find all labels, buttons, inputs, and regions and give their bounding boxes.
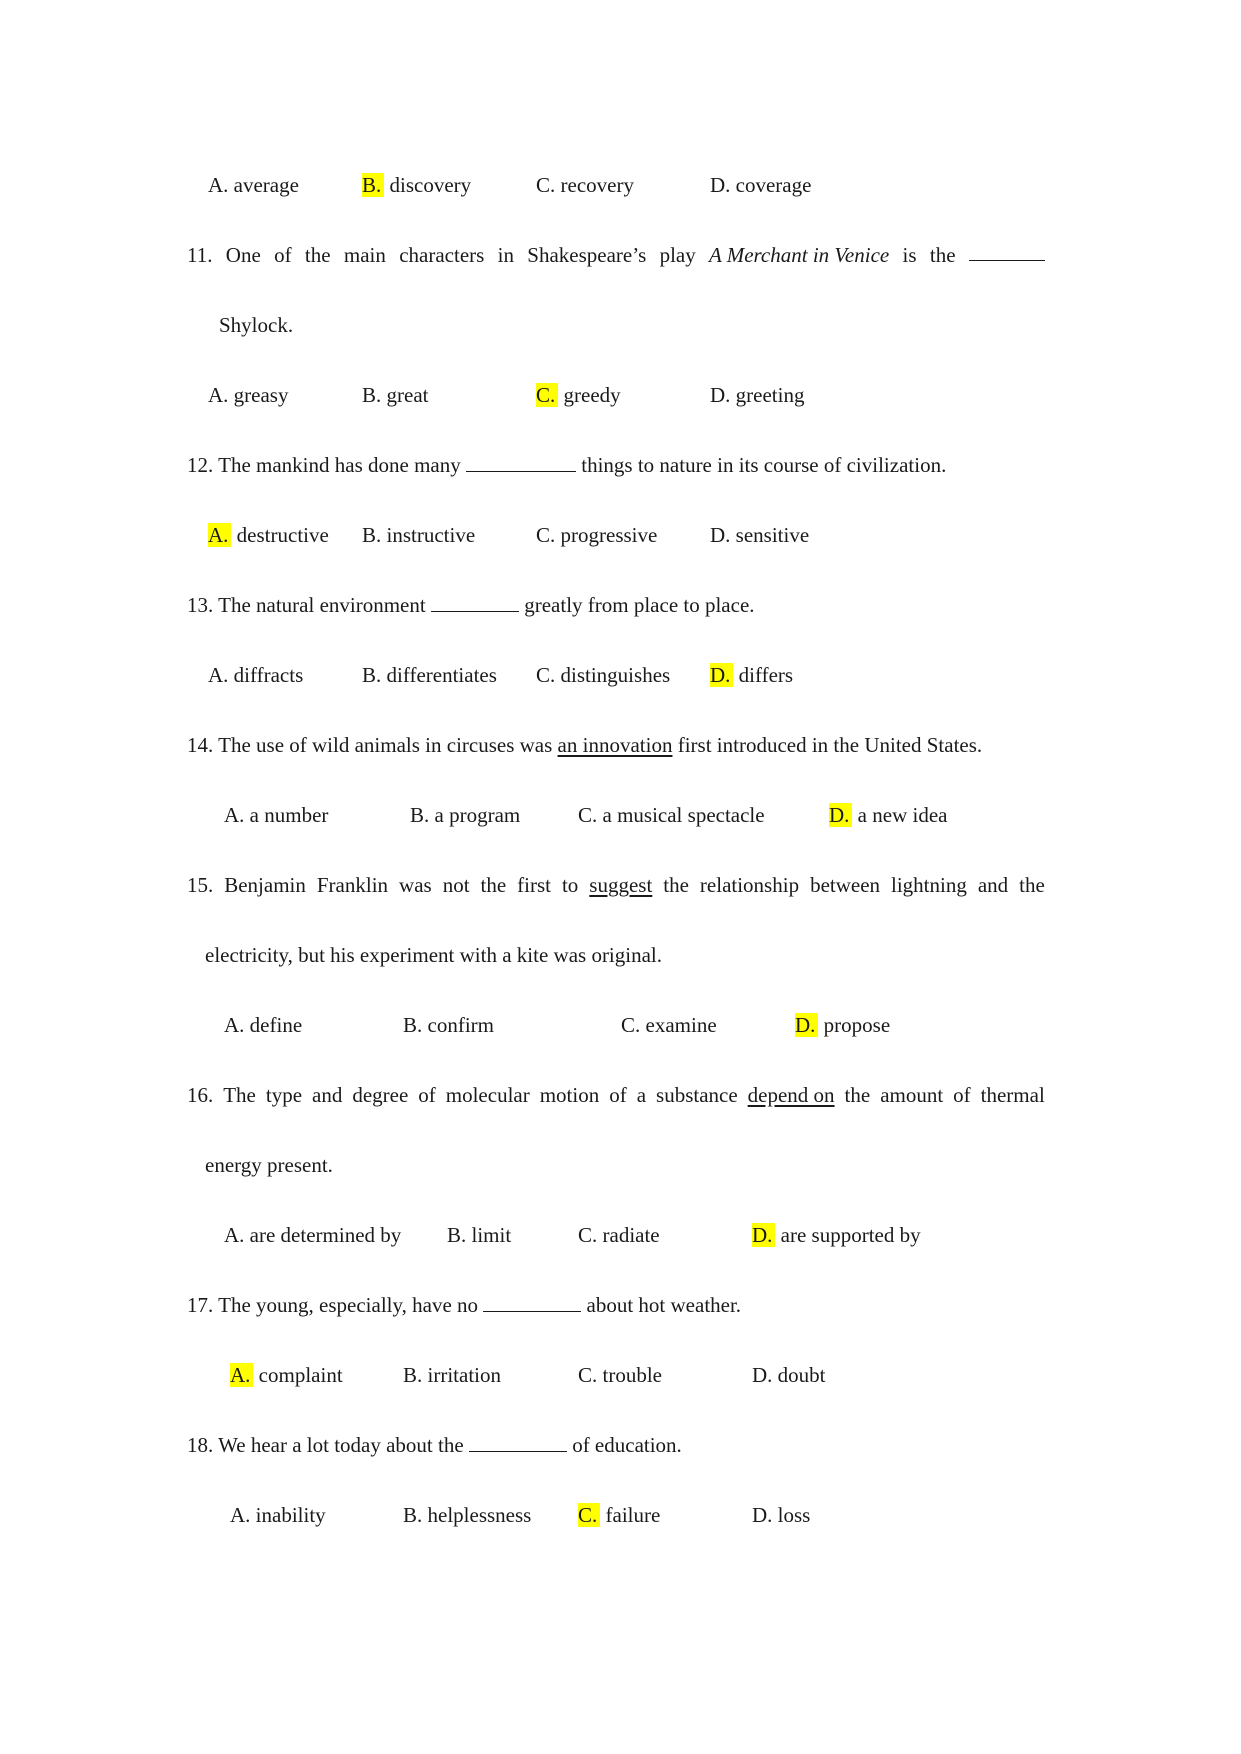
- answer-highlight: A.: [208, 523, 231, 547]
- option-b: B. limit: [447, 1223, 512, 1247]
- answer-highlight: C.: [578, 1503, 600, 1527]
- option-a: A. a number: [224, 803, 329, 827]
- option-a: A. greasy: [208, 383, 289, 407]
- answer-highlight: D.: [710, 663, 733, 687]
- option-c: C. recovery: [536, 173, 634, 197]
- question-12: 12. The mankind has done many things to nature in its course of civilization.: [187, 453, 947, 477]
- question-13: 13. The natural environment greatly from place to place.: [187, 593, 755, 617]
- option-a: A. average: [208, 173, 299, 197]
- question-18: 18. We hear a lot today about the of education.: [187, 1433, 682, 1457]
- option-a: A. diffracts: [208, 663, 304, 687]
- answer-highlight: A.: [230, 1363, 253, 1387]
- option-c-correct: C. failure: [578, 1503, 661, 1527]
- option-a: A. define: [224, 1013, 303, 1037]
- option-b: B. helplessness: [403, 1503, 532, 1527]
- option-d-correct: D. a new idea: [829, 803, 948, 827]
- answer-highlight: D.: [829, 803, 852, 827]
- option-d: D. doubt: [752, 1363, 826, 1387]
- answer-blank: [969, 242, 1045, 261]
- answer-highlight: D.: [752, 1223, 775, 1247]
- option-a-correct: A. destructive: [208, 523, 329, 547]
- option-c: C. distinguishes: [536, 663, 671, 687]
- option-b: B. differentiates: [362, 663, 497, 687]
- underlined-term: depend on: [747, 1083, 835, 1107]
- option-d-correct: D. differs: [710, 663, 794, 687]
- answer-highlight: C.: [536, 383, 558, 407]
- question-11-continuation: Shylock.: [219, 313, 294, 337]
- play-title: A Merchant in Venice: [709, 243, 890, 267]
- underlined-term: suggest: [589, 873, 653, 897]
- answer-blank: [466, 453, 576, 472]
- option-b: B. instructive: [362, 523, 476, 547]
- option-b-correct: B. discovery: [362, 173, 472, 197]
- option-b: B. great: [362, 383, 429, 407]
- option-d-correct: D. are supported by: [752, 1223, 921, 1247]
- option-a-correct: A. complaint: [230, 1363, 343, 1387]
- option-c: C. examine: [621, 1013, 717, 1037]
- option-a: A. inability: [230, 1503, 326, 1527]
- option-d: D. loss: [752, 1503, 811, 1527]
- option-c: C. a musical spectacle: [578, 803, 765, 827]
- answer-blank: [431, 593, 519, 612]
- answer-blank: [483, 1293, 581, 1312]
- option-d: D. coverage: [710, 173, 812, 197]
- option-c: C. progressive: [536, 523, 658, 547]
- answer-highlight: B.: [362, 173, 384, 197]
- answer-blank: [469, 1433, 567, 1452]
- question-16: 16. The type and degree of molecular motion of a substance depend on the amount of thermal: [187, 1083, 1045, 1107]
- underlined-term: an innovation: [557, 733, 673, 757]
- option-b: B. confirm: [403, 1013, 494, 1037]
- option-a: A. are determined by: [224, 1223, 402, 1247]
- question-14: 14. The use of wild animals in circuses was an innovation first introduced in the United States.: [187, 733, 983, 757]
- question-15-continuation: electricity, but his experiment with a kite was original.: [205, 943, 663, 967]
- answer-highlight: D.: [795, 1013, 818, 1037]
- option-d-correct: D. propose: [795, 1013, 891, 1037]
- question-17: 17. The young, especially, have no about hot weather.: [187, 1293, 742, 1317]
- question-11: 11. One of the main characters in Shakespeare’s play A Merchant in Venice is the: [187, 242, 1045, 268]
- option-d: D. sensitive: [710, 523, 810, 547]
- option-b: B. a program: [410, 803, 521, 827]
- option-d: D. greeting: [710, 383, 805, 407]
- option-c-correct: C. greedy: [536, 383, 621, 407]
- question-15: 15. Benjamin Franklin was not the first to suggest the relationship between lightning and the: [187, 873, 1045, 897]
- option-c: C. trouble: [578, 1363, 662, 1387]
- option-c: C. radiate: [578, 1223, 660, 1247]
- option-b: B. irritation: [403, 1363, 501, 1387]
- question-16-continuation: energy present.: [205, 1153, 333, 1177]
